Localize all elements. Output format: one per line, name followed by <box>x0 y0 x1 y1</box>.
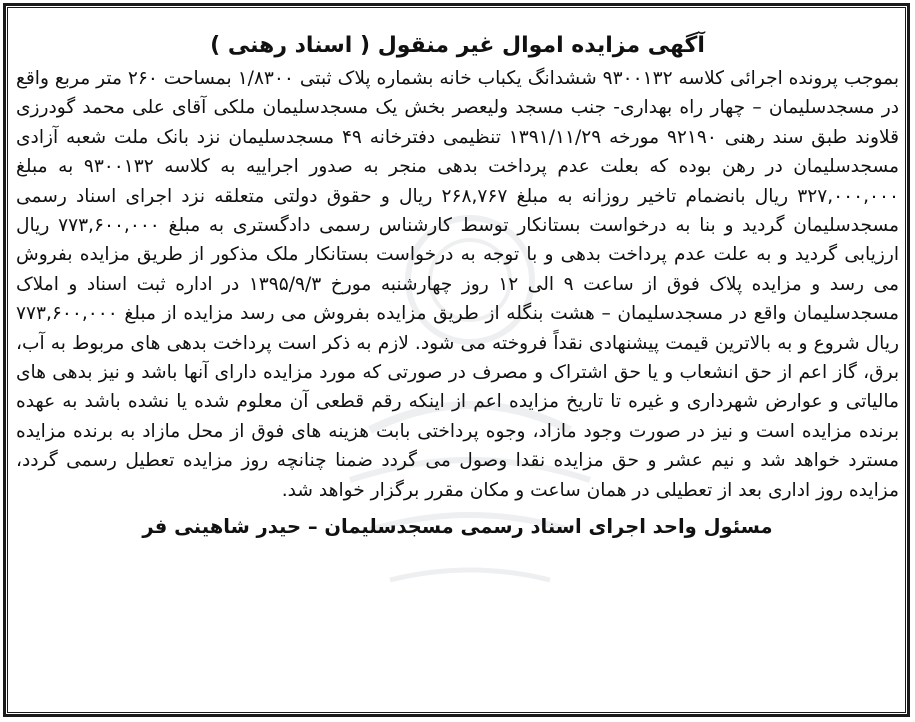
auction-notice <box>16 30 899 544</box>
notice-body: بموجب پرونده اجرائی کلاسه ۹۳۰۰۱۳۲ ششدانگ یکباب خانه بشماره پلاک ثبتی ۱/۸۳۰۰ بمساحت ۲۶۰ متر مربع واقع در مسجدسلیمان – چهار راه بهداری- جنب مسجد ولیعصر بخش یک مسجدسلیمان ملکی آقای علی محمد گودرزی قلاوند طبق سند رهنی ۹۲۱۹۰ مورخه ۱۳۹۱/۱۱/۲۹ تنظیمی دفترخانه ۴۹ مسجدسلیمان نزد بانک ملت شعبه آزادی مسجدسلیمان در رهن بوده که بعلت عدم پرداخت بدهی منجر به صدور اجراییه به کلاسه ۹۳۰۰۱۳۲ به مبلغ ۳۲۷,۰۰۰,۰۰۰ ریال بانضمام تاخیر روزانه به مبلغ ۲۶۸,۷۶۷ ریال و حقوق دولتی متعلقه نزد اجرای اسناد رسمی مسجدسلیمان گردید و بنا به درخواست بستانکار توسط کارشناس رسمی دادگستری به مبلغ ۷۷۳,۶۰۰,۰۰۰ ریال ارزیابی گردید و به علت عدم پرداخت بدهی و با توجه به درخواست بستانکار ملک مذکور از طریق مزایده بفروش می رسد و مزایده پلاک فوق از ساعت ۹ الی ۱۲ روز چهارشنبه مورخ ۱۳۹۵/۹/۳ در اداره ثبت اسناد و املاک مسجدسلیمان واقع در مسجدسلیمان – هشت بنگله از طریق مزایده بفروش می رسد مزایده از مبلغ ۷۷۳,۶۰۰,۰۰۰ ریال شروع و به بالاترین قیمت پیشنهادی نقداً فروخته می شود. لازم به ذکر است پرداخت بدهی های مربوط به آب، برق، گاز اعم از حق انشعاب و یا حق اشتراک و مصرف در صورتی که مورد مزایده دارای آنها باشد و نیز بدهی های مالیاتی و عوارض شهرداری و غیره تا تاریخ مزایده اعم از اینکه رقم قطعی آن معلوم شده یا نشده باشد به عهده برنده مزایده است و نیز در صورت وجود مازاد، وجوه پرداختی بابت هزینه های فوق از محل مازاد به برنده مزایده مسترد خواهد شد و نیم عشر و حق مزایده نقدا وصول می گردد ضمنا چنانچه روز مزایده تعطیل رسمی گردد، مزایده روز اداری بعد از تعطیلی در همان ساعت و مکان مقرر برگزار خواهد شد. <box>16 68 900 501</box>
notice-signature: مسئول واحد اجرای اسناد رسمی مسجدسلیمان – حیدر شاهینی فر <box>142 515 773 539</box>
notice-title: آگهی مزایده اموال غیر منقول ( اسناد رهنی ) <box>210 33 705 58</box>
